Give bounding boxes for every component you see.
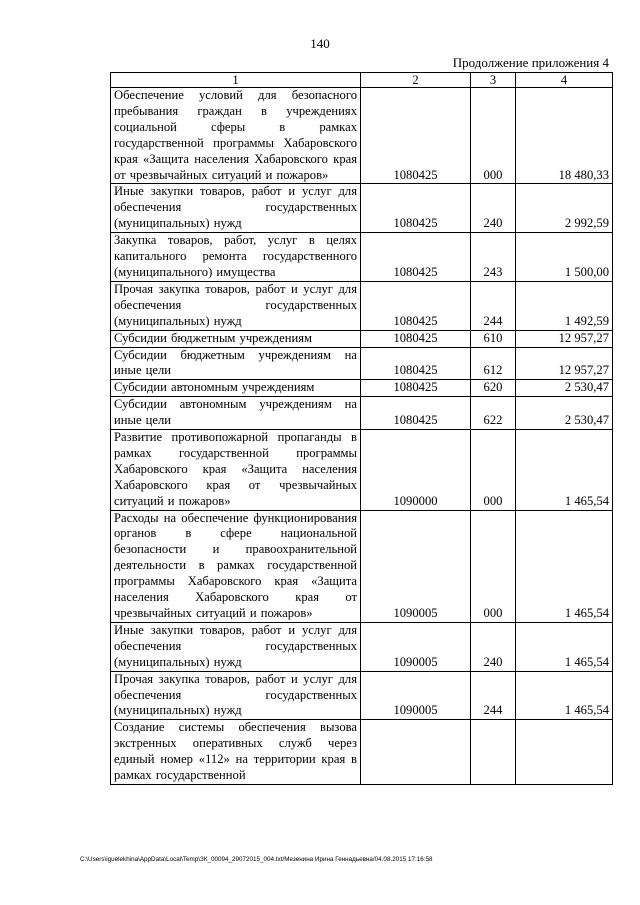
header-cell-target-article: 2 [361, 73, 471, 88]
row-expense-type: 243 [471, 233, 516, 282]
row-amount: 1 465,54 [516, 622, 613, 671]
row-name: Создание системы обеспечения вызова экстренных оперативных служб через единый номер «112» на территории края в рамках государственной [111, 720, 361, 785]
row-name: Обеспечение условий для безопасного пребывания граждан в учреждениях социальной сферы в рамках государственной программы Хабаровского края «Защита населения Хабаровского края от чрезвычайных ситуаций и пожаров» [111, 88, 361, 184]
row-name: Субсидии автономным учреждениям на иные цели [111, 397, 361, 430]
row-expense-type: 244 [471, 281, 516, 330]
header-cell-name: 1 [111, 73, 361, 88]
budget-table [110, 72, 613, 785]
row-target-article: 1080425 [361, 233, 471, 282]
row-name: Расходы на обеспечение функционирования органов в сфере национальной безопасности и правоохранительной деятельности в рамках государственной программы Хабаровского края «Защита населения Хабаровского края от чрезвычайных ситуаций и пожаров» [111, 510, 361, 622]
row-target-article: 1090000 [361, 430, 471, 511]
page-number: 140 [310, 36, 330, 51]
table-row [111, 233, 613, 282]
row-amount: 18 480,33 [516, 88, 613, 184]
table-row [111, 330, 613, 347]
row-amount: 12 957,27 [516, 330, 613, 347]
row-expense-type: 000 [471, 510, 516, 622]
row-name: Прочая закупка товаров, работ и услуг для обеспечения государственных (муниципальных) нужд [111, 281, 361, 330]
table-row [111, 347, 613, 380]
row-amount: 1 492,59 [516, 281, 613, 330]
file-path-footer: C:\Users\iguelekhina\AppData\Local\Temp\ЗК_00094_29072015_004.txt/Мезенина Ирина Геннадьевна/04.08.2015 17:16:58 [80, 856, 433, 863]
table-row [111, 397, 613, 430]
row-target-article: 1080425 [361, 281, 471, 330]
row-target-article: 1080425 [361, 330, 471, 347]
row-name: Субсидии бюджетным учреждениям [111, 330, 361, 347]
row-expense-type: 612 [471, 347, 516, 380]
row-expense-type: 622 [471, 397, 516, 430]
row-target-article: 1080425 [361, 184, 471, 233]
row-name: Прочая закупка товаров, работ и услуг для обеспечения государственных (муниципальных) нужд [111, 671, 361, 720]
header-cell-amount: 4 [516, 73, 613, 88]
row-amount: 1 465,54 [516, 671, 613, 720]
row-expense-type: 620 [471, 380, 516, 397]
row-name: Иные закупки товаров, работ и услуг для обеспечения государственных (муниципальных) нужд [111, 622, 361, 671]
row-expense-type: 240 [471, 622, 516, 671]
row-name: Закупка товаров, работ, услуг в целях капитального ремонта государственного (муниципального) имущества [111, 233, 361, 282]
header-cell-expense-type: 3 [471, 73, 516, 88]
row-name: Субсидии бюджетным учреждениям на иные цели [111, 347, 361, 380]
row-amount [516, 720, 613, 785]
row-name: Иные закупки товаров, работ и услуг для обеспечения государственных (муниципальных) нужд [111, 184, 361, 233]
row-amount: 1 465,54 [516, 510, 613, 622]
row-target-article: 1090005 [361, 510, 471, 622]
table-row [111, 184, 613, 233]
row-expense-type: 000 [471, 430, 516, 511]
table-row [111, 720, 613, 785]
table-row [111, 430, 613, 511]
table-header-row [111, 73, 613, 88]
row-amount: 2 530,47 [516, 380, 613, 397]
row-target-article: 1080425 [361, 88, 471, 184]
continuation-label: Продолжение приложения 4 [452, 55, 609, 70]
row-target-article: 1090005 [361, 622, 471, 671]
table-row [111, 622, 613, 671]
row-amount: 12 957,27 [516, 347, 613, 380]
row-target-article: 1090005 [361, 671, 471, 720]
row-amount: 2 992,59 [516, 184, 613, 233]
table-row [111, 281, 613, 330]
row-target-article: 1080425 [361, 347, 471, 380]
row-target-article [361, 720, 471, 785]
table-row [111, 380, 613, 397]
table-row [111, 88, 613, 184]
row-expense-type: 610 [471, 330, 516, 347]
table-row [111, 671, 613, 720]
row-name: Развитие противопожарной пропаганды в рамках государственной программы Хабаровского края «Защита населения Хабаровского края от чрезвычайных ситуаций и пожаров» [111, 430, 361, 511]
table-row [111, 510, 613, 622]
row-expense-type: 244 [471, 671, 516, 720]
row-name: Субсидии автономным учреждениям [111, 380, 361, 397]
row-target-article: 1080425 [361, 380, 471, 397]
row-expense-type: 240 [471, 184, 516, 233]
row-expense-type: 000 [471, 88, 516, 184]
row-amount: 1 500,00 [516, 233, 613, 282]
row-amount: 2 530,47 [516, 397, 613, 430]
row-expense-type [471, 720, 516, 785]
row-target-article: 1080425 [361, 397, 471, 430]
row-amount: 1 465,54 [516, 430, 613, 511]
